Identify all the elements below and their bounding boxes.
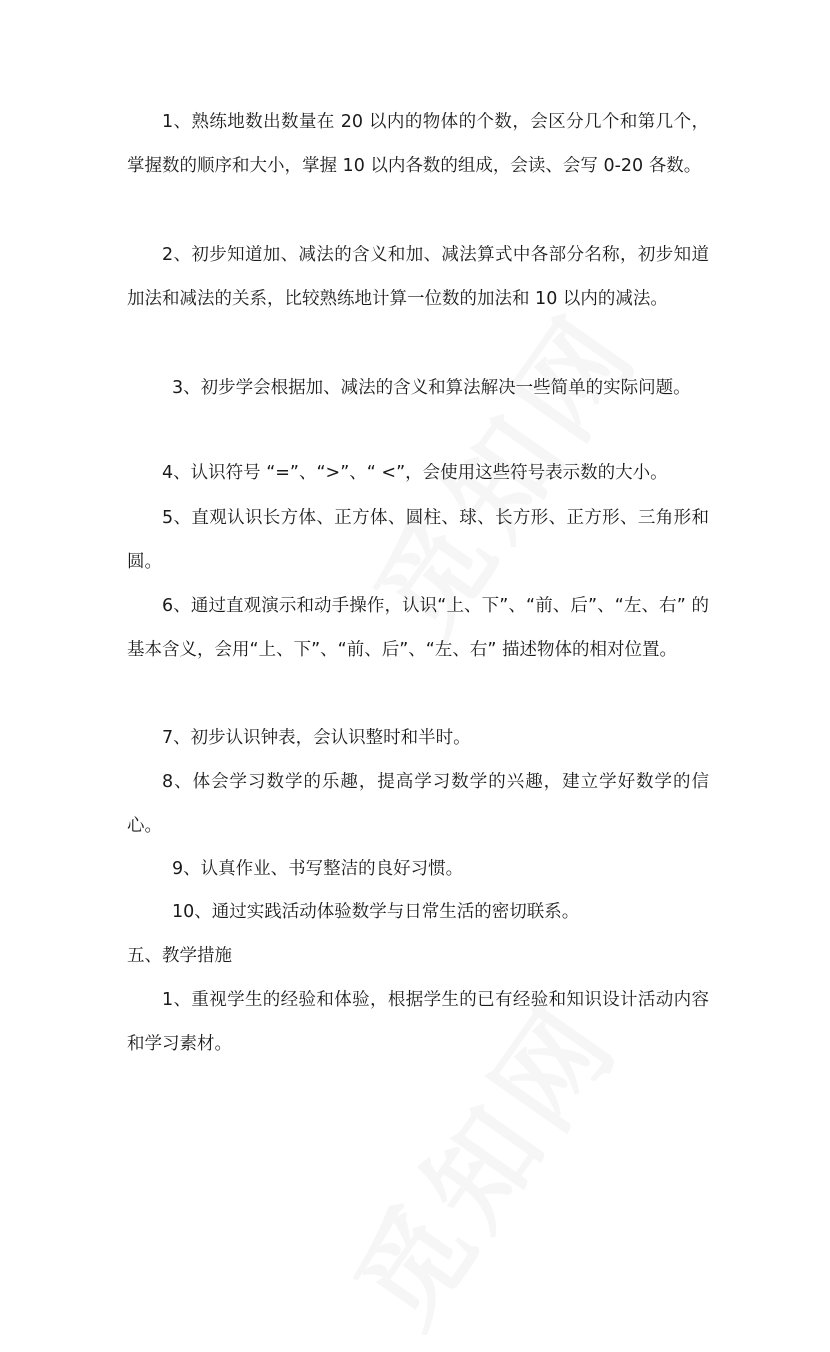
goal-paragraph-4: 4、认识符号 “=”、“>”、“ <”，会使用这些符号表示数的大小。 <box>162 463 668 483</box>
goal-paragraph-1: 1、熟练地数出数量在 20 以内的物体的个数，会区分几个和第几个，掌握数的顺序和大小，掌握 10 以内各数的组成，会读、会写 0-20 各数。 <box>127 112 709 176</box>
goal-paragraph-10: 10、通过实践活动体验数学与日常生活的密切联系。 <box>172 902 580 922</box>
goal-paragraph-7: 7、初步认识钟表，会认识整时和半时。 <box>162 728 471 748</box>
goal-paragraph-8: 8、体会学习数学的乐趣，提高学习数学的兴趣，建立学好数学的信心。 <box>127 772 709 836</box>
goal-paragraph-5: 5、直观认识长方体、正方体、圆柱、球、长方形、正方形、三角形和圆。 <box>127 508 709 572</box>
goal-paragraph-3: 3、初步学会根据加、减法的含义和算法解决一些简单的实际问题。 <box>172 378 691 398</box>
goal-paragraph-9: 9、认真作业、书写整洁的良好习惯。 <box>172 859 464 879</box>
section-heading: 五、教学措施 <box>127 946 232 966</box>
measure-paragraph-1: 1、重视学生的经验和体验，根据学生的已有经验和知识设计活动内容和学习素材。 <box>127 990 709 1054</box>
goal-paragraph-6: 6、通过直观演示和动手操作，认识“上、下”、“前、后”、“左、右” 的基本含义，会用“上、下”、“前、后”、“左、右” 描述物体的相对位置。 <box>127 596 709 660</box>
goal-paragraph-2: 2、初步知道加、减法的含义和加、减法算式中各部分名称，初步知道加法和减法的关系，比较熟练地计算一位数的加法和 10 以内的减法。 <box>127 245 709 309</box>
